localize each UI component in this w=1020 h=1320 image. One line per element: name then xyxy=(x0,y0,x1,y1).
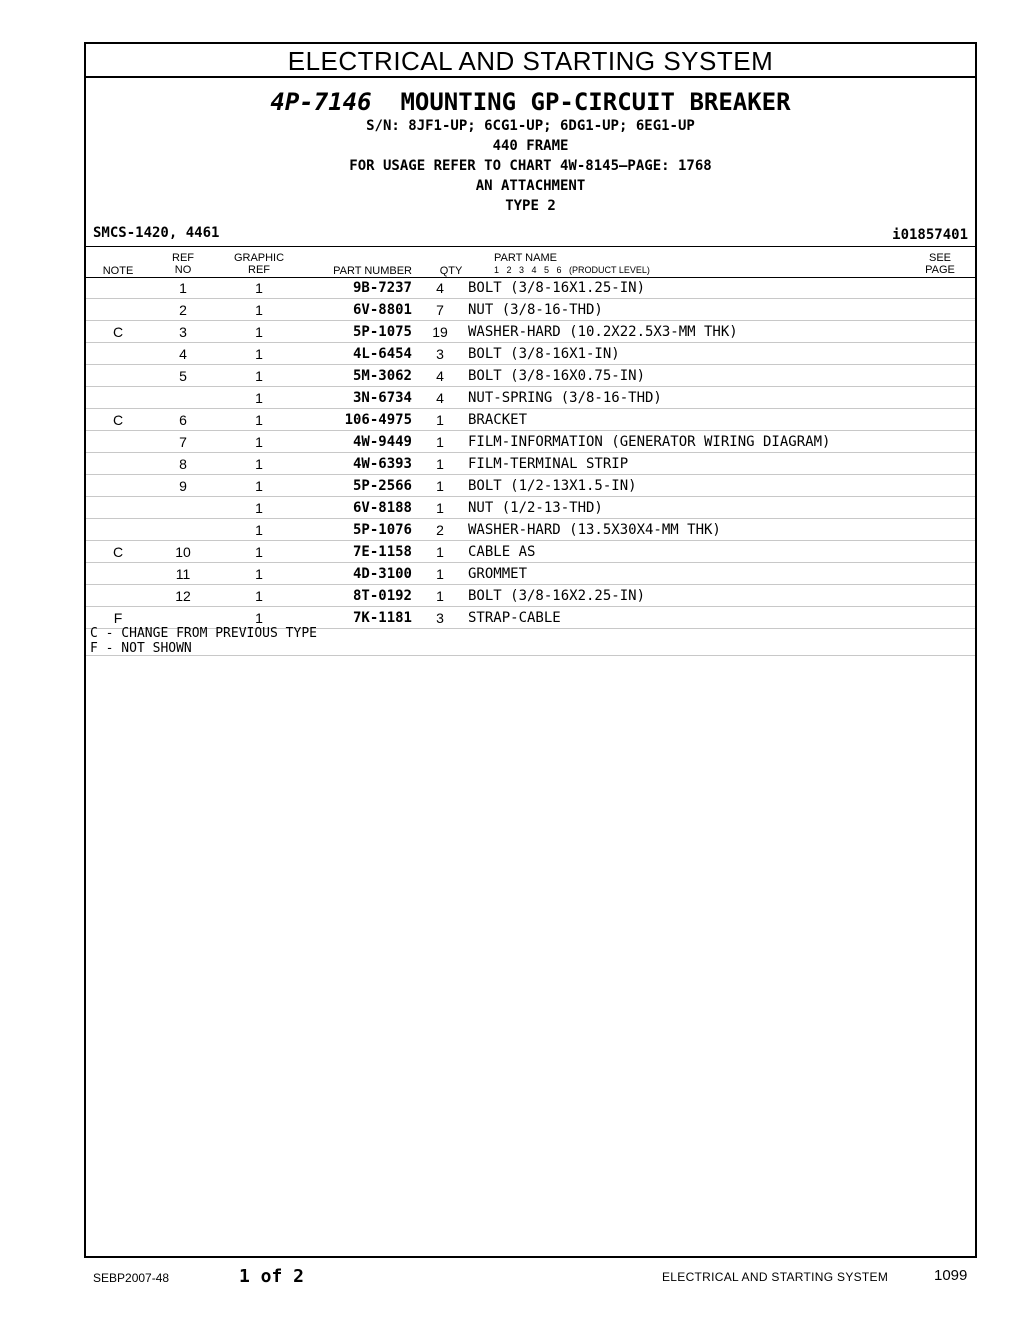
part-number-cell: 6V-8801 xyxy=(302,299,412,321)
table-row xyxy=(86,497,975,519)
see-page-cell xyxy=(913,321,975,343)
qty-cell: 3 xyxy=(412,607,468,629)
table-row xyxy=(86,343,975,365)
see-page-cell xyxy=(913,343,975,365)
graphic-ref-cell: 1 xyxy=(216,321,302,343)
part-name-cell: BOLT (3/8-16X2.25-IN) xyxy=(468,585,913,607)
graphic-ref-cell: 1 xyxy=(216,365,302,387)
type-label: TYPE 2 xyxy=(505,198,556,214)
footer-page-of: 1 of 2 xyxy=(239,1266,305,1287)
col-ref-header xyxy=(161,252,205,276)
see-page-cell xyxy=(913,431,975,453)
col-graphic-top: GRAPHIC xyxy=(233,252,285,264)
part-name-cell: FILM-INFORMATION (GENERATOR WIRING DIAGRAM) xyxy=(468,431,913,453)
note-not-shown: F - NOT SHOWN xyxy=(90,641,192,656)
table-row xyxy=(86,299,975,321)
footer-document-number: SEBP2007-48 xyxy=(93,1271,170,1285)
see-page-cell xyxy=(913,541,975,563)
table-row xyxy=(86,277,975,299)
part-number-cell: 5P-1076 xyxy=(302,519,412,541)
part-name-cell: WASHER-HARD (13.5X30X4-MM THK) xyxy=(468,519,913,541)
see-page-cell xyxy=(913,497,975,519)
qty-cell: 1 xyxy=(412,585,468,607)
see-page-cell xyxy=(913,585,975,607)
col-see-bottom: PAGE xyxy=(925,264,955,276)
smcs-code: SMCS-1420, 4461 xyxy=(93,225,220,241)
note-cell xyxy=(86,431,150,453)
table-row xyxy=(86,541,975,563)
ref-no-cell: 2 xyxy=(150,299,216,321)
qty-cell: 19 xyxy=(412,321,468,343)
qty-cell: 1 xyxy=(412,409,468,431)
ref-no-cell xyxy=(150,387,216,409)
part-number-cell: 3N-6734 xyxy=(302,387,412,409)
part-name-cell: NUT (3/8-16-THD) xyxy=(468,299,913,321)
header-divider xyxy=(86,246,975,247)
table-row xyxy=(86,365,975,387)
graphic-ref-cell: 1 xyxy=(216,299,302,321)
see-page-cell xyxy=(913,475,975,497)
graphic-ref-cell: 1 xyxy=(216,519,302,541)
see-page-cell xyxy=(913,387,975,409)
part-number-cell: 4W-9449 xyxy=(302,431,412,453)
part-number-cell: 106-4975 xyxy=(302,409,412,431)
qty-cell: 1 xyxy=(412,431,468,453)
table-row xyxy=(86,409,975,431)
frame-label: 440 FRAME xyxy=(492,138,569,154)
qty-cell: 2 xyxy=(412,519,468,541)
table-row xyxy=(86,387,975,409)
part-number-cell: 4L-6454 xyxy=(302,343,412,365)
graphic-ref-cell: 1 xyxy=(216,387,302,409)
note-cell: F xyxy=(86,607,150,629)
col-part-number-header: PART NUMBER xyxy=(333,265,412,277)
part-number-cell: 7E-1158 xyxy=(302,541,412,563)
part-name-cell: NUT-SPRING (3/8-16-THD) xyxy=(468,387,913,409)
ref-no-cell: 6 xyxy=(150,409,216,431)
see-page-cell xyxy=(913,277,975,299)
qty-cell: 4 xyxy=(412,387,468,409)
group-part-number: 4P-7146 xyxy=(270,88,372,116)
note-cell xyxy=(86,365,150,387)
part-name-cell: GROMMET xyxy=(468,563,913,585)
see-page-cell xyxy=(913,409,975,431)
part-name-cell: BOLT (3/8-16X0.75-IN) xyxy=(468,365,913,387)
see-page-cell xyxy=(913,365,975,387)
col-product-levels: 1 2 3 4 5 6 (PRODUCT LEVEL) xyxy=(494,265,650,275)
qty-cell: 3 xyxy=(412,343,468,365)
see-page-cell xyxy=(913,453,975,475)
note-cell xyxy=(86,299,150,321)
ref-no-cell: 4 xyxy=(150,343,216,365)
ref-no-cell: 11 xyxy=(150,563,216,585)
part-name-cell: BOLT (1/2-13X1.5-IN) xyxy=(468,475,913,497)
ref-no-cell: 3 xyxy=(150,321,216,343)
note-cell: C xyxy=(86,321,150,343)
col-qty-header: QTY xyxy=(439,265,463,277)
part-number-cell: 8T-0192 xyxy=(302,585,412,607)
qty-cell: 1 xyxy=(412,497,468,519)
note-cell xyxy=(86,497,150,519)
col-graphic-bottom: REF xyxy=(248,264,270,276)
illustration-id: i01857401 xyxy=(892,227,968,243)
part-name-cell: BOLT (3/8-16X1.25-IN) xyxy=(468,277,913,299)
col-see-top: SEE xyxy=(928,252,951,264)
group-name: MOUNTING GP-CIRCUIT BREAKER xyxy=(400,88,791,116)
group-title xyxy=(86,88,975,116)
note-cell xyxy=(86,519,150,541)
see-page-cell xyxy=(913,563,975,585)
graphic-ref-cell: 1 xyxy=(216,585,302,607)
qty-cell: 4 xyxy=(412,365,468,387)
qty-cell: 1 xyxy=(412,453,468,475)
ref-no-cell xyxy=(150,519,216,541)
parts-table-body xyxy=(86,277,975,629)
serial-numbers: S/N: 8JF1-UP; 6CG1-UP; 6DG1-UP; 6EG1-UP xyxy=(366,118,695,134)
part-name-cell: NUT (1/2-13-THD) xyxy=(468,497,913,519)
ref-no-cell: 1 xyxy=(150,277,216,299)
part-name-cell: CABLE AS xyxy=(468,541,913,563)
col-part-name-header xyxy=(494,252,734,276)
ref-no-cell: 5 xyxy=(150,365,216,387)
part-name-cell: STRAP-CABLE xyxy=(468,607,913,629)
section-banner: ELECTRICAL AND STARTING SYSTEM xyxy=(86,44,975,78)
notes-legend xyxy=(90,626,317,656)
table-row xyxy=(86,519,975,541)
part-number-cell: 5P-1075 xyxy=(302,321,412,343)
note-cell xyxy=(86,343,150,365)
page-frame xyxy=(84,42,977,1258)
col-ref-top: REF xyxy=(172,252,194,264)
part-number-cell: 7K-1181 xyxy=(302,607,412,629)
graphic-ref-cell: 1 xyxy=(216,453,302,475)
qty-cell: 1 xyxy=(412,563,468,585)
ref-no-cell: 10 xyxy=(150,541,216,563)
table-row xyxy=(86,585,975,607)
col-part-name-top: PART NAME xyxy=(494,252,557,264)
table-row xyxy=(86,431,975,453)
usage-reference: FOR USAGE REFER TO CHART 4W-8145—PAGE: 1768 xyxy=(349,158,712,174)
graphic-ref-cell: 1 xyxy=(216,607,302,629)
note-cell xyxy=(86,453,150,475)
parts-table xyxy=(86,277,975,629)
see-page-cell xyxy=(913,607,975,629)
part-number-cell: 4W-6393 xyxy=(302,453,412,475)
note-change: C - CHANGE FROM PREVIOUS TYPE xyxy=(90,626,317,641)
qty-cell: 7 xyxy=(412,299,468,321)
part-number-cell: 9B-7237 xyxy=(302,277,412,299)
col-ref-bottom: NO xyxy=(174,264,192,276)
table-row xyxy=(86,321,975,343)
see-page-cell xyxy=(913,519,975,541)
footer-page-number: 1099 xyxy=(934,1267,968,1284)
note-cell: C xyxy=(86,541,150,563)
note-cell xyxy=(86,563,150,585)
qty-cell: 1 xyxy=(412,475,468,497)
qty-cell: 1 xyxy=(412,541,468,563)
part-number-cell: 5P-2566 xyxy=(302,475,412,497)
qty-cell: 4 xyxy=(412,277,468,299)
part-number-cell: 5M-3062 xyxy=(302,365,412,387)
ref-no-cell xyxy=(150,497,216,519)
note-cell xyxy=(86,585,150,607)
part-number-cell: 4D-3100 xyxy=(302,563,412,585)
ref-no-cell: 12 xyxy=(150,585,216,607)
part-name-cell: BRACKET xyxy=(468,409,913,431)
graphic-ref-cell: 1 xyxy=(216,497,302,519)
attachment-label: AN ATTACHMENT xyxy=(475,178,586,194)
part-name-cell: FILM-TERMINAL STRIP xyxy=(468,453,913,475)
col-note-header: NOTE xyxy=(102,265,134,277)
footer-section-title: ELECTRICAL AND STARTING SYSTEM xyxy=(662,1270,889,1284)
col-see-page-header xyxy=(918,252,962,276)
graphic-ref-cell: 1 xyxy=(216,277,302,299)
see-page-cell xyxy=(913,299,975,321)
graphic-ref-cell: 1 xyxy=(216,475,302,497)
note-cell xyxy=(86,387,150,409)
part-name-cell: BOLT (3/8-16X1-IN) xyxy=(468,343,913,365)
note-cell xyxy=(86,277,150,299)
graphic-ref-cell: 1 xyxy=(216,409,302,431)
ref-no-cell: 8 xyxy=(150,453,216,475)
note-cell xyxy=(86,475,150,497)
part-number-cell: 6V-8188 xyxy=(302,497,412,519)
notes-divider xyxy=(86,655,975,656)
graphic-ref-cell: 1 xyxy=(216,563,302,585)
table-row xyxy=(86,563,975,585)
table-row xyxy=(86,475,975,497)
note-cell: C xyxy=(86,409,150,431)
graphic-ref-cell: 1 xyxy=(216,343,302,365)
graphic-ref-cell: 1 xyxy=(216,431,302,453)
ref-no-cell: 9 xyxy=(150,475,216,497)
part-name-cell: WASHER-HARD (10.2X22.5X3-MM THK) xyxy=(468,321,913,343)
table-row xyxy=(86,453,975,475)
col-graphic-header xyxy=(226,252,292,276)
graphic-ref-cell: 1 xyxy=(216,541,302,563)
ref-no-cell: 7 xyxy=(150,431,216,453)
